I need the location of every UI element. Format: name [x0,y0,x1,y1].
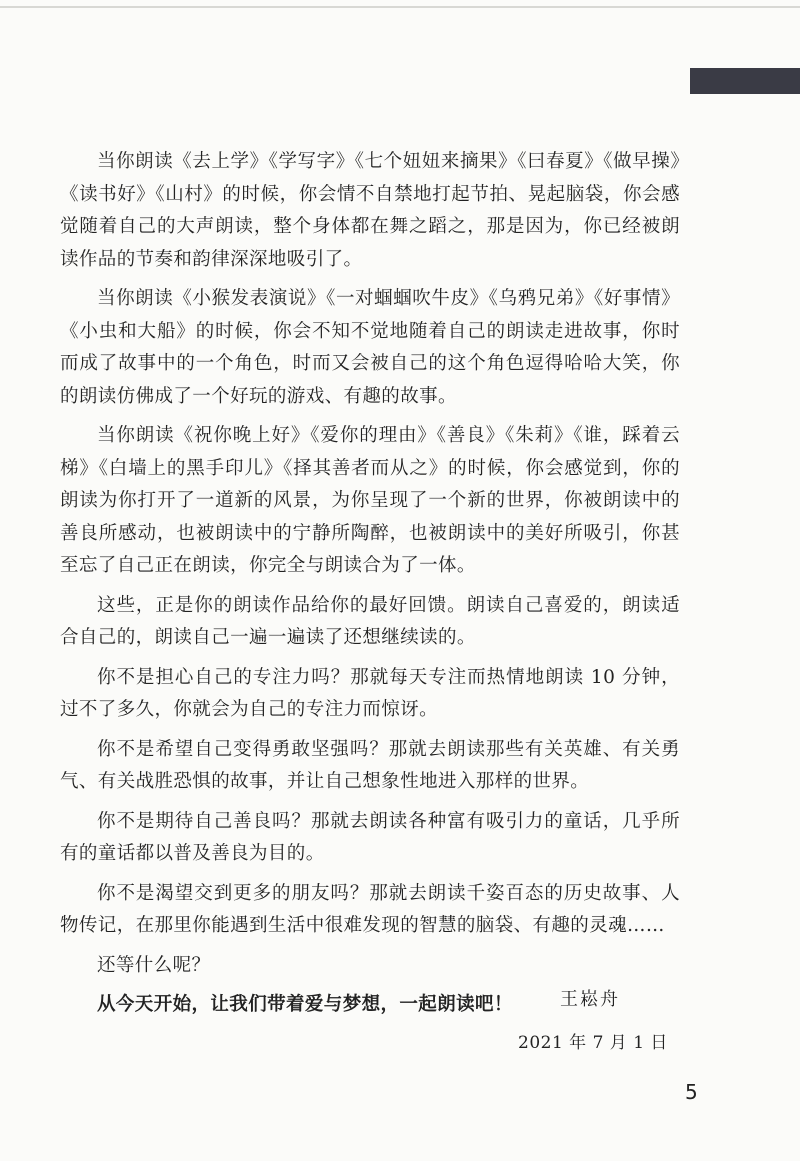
signature-date: 2021 年 7 月 1 日 [518,1033,668,1053]
foreword-body [60,146,680,1022]
chapter-tab-marker [690,68,800,94]
top-edge-rule [0,6,800,8]
page-number: 5 [685,1080,698,1104]
paragraph-6: 你不是希望自己变得勇敢坚强吗？那就去朗读那些有关英雄、有关勇气、有关战胜恐惧的故事，并让自己想象性地进入那样的世界。 [60,738,680,792]
paragraph-7: 你不是期待自己善良吗？那就去朗读各种富有吸引力的童话，几乎所有的童话都以普及善良为目的。 [60,810,680,864]
paragraph-2: 当你朗读《小猴发表演说》《一对蝈蝈吹牛皮》《乌鸦兄弟》《好事情》《小虫和大船》的时候，你会不知不觉地随着自己的朗读走进故事，你时而成了故事中的一个角色，时而又会被自己的这个角色逗得哈哈大笑，你的朗读仿佛成了一个好玩的游戏、有趣的故事。 [60,288,680,407]
paragraph-9: 还等什么呢？ [97,954,211,976]
closing-slogan: 从今天开始，让我们带着爱与梦想，一起朗读吧！ [97,994,513,1015]
paragraph-5: 你不是担心自己的专注力吗？那就每天专注而热情地朗读 10 分钟，过不了多久，你就会为自己的专注力而惊讶。 [60,666,680,720]
paragraph-8: 你不是渴望交到更多的朋友吗？那就去朗读千姿百态的历史故事、人物传记，在那里你能遇到生活中很难发现的智慧的脑袋、有趣的灵魂…… [60,882,680,936]
paragraph-1: 当你朗读《去上学》《学写字》《七个妞妞来摘果》《曰春夏》《做早操》《读书好》《山村》的时候，你会情不自禁地打起节拍、晃起脑袋，你会感觉随着自己的大声朗读，整个身体都在舞之蹈之，那是因为，你已经被朗读作品的节奏和韵律深深地吸引了。 [60,151,680,270]
paragraph-3: 当你朗读《祝你晚上好》《爱你的理由》《善良》《朱莉》《谁，踩着云梯》《白墙上的黑手印儿》《择其善者而从之》的时候，你会感觉到，你的朗读为你打开了一道新的风景，为你呈现了一个新的世界，你被朗读中的善良所感动，也被朗读中的宁静所陶醉，也被朗读中的美好所吸引，你甚至忘了自己正在朗读，你完全与朗读合为了一体。 [60,425,680,576]
paragraph-4: 这些，正是你的朗读作品给你的最好回馈。朗读自己喜爱的，朗读适合自己的，朗读自己一遍一遍读了还想继续读的。 [60,594,680,648]
author-signature: 王崧舟 [560,989,620,1010]
